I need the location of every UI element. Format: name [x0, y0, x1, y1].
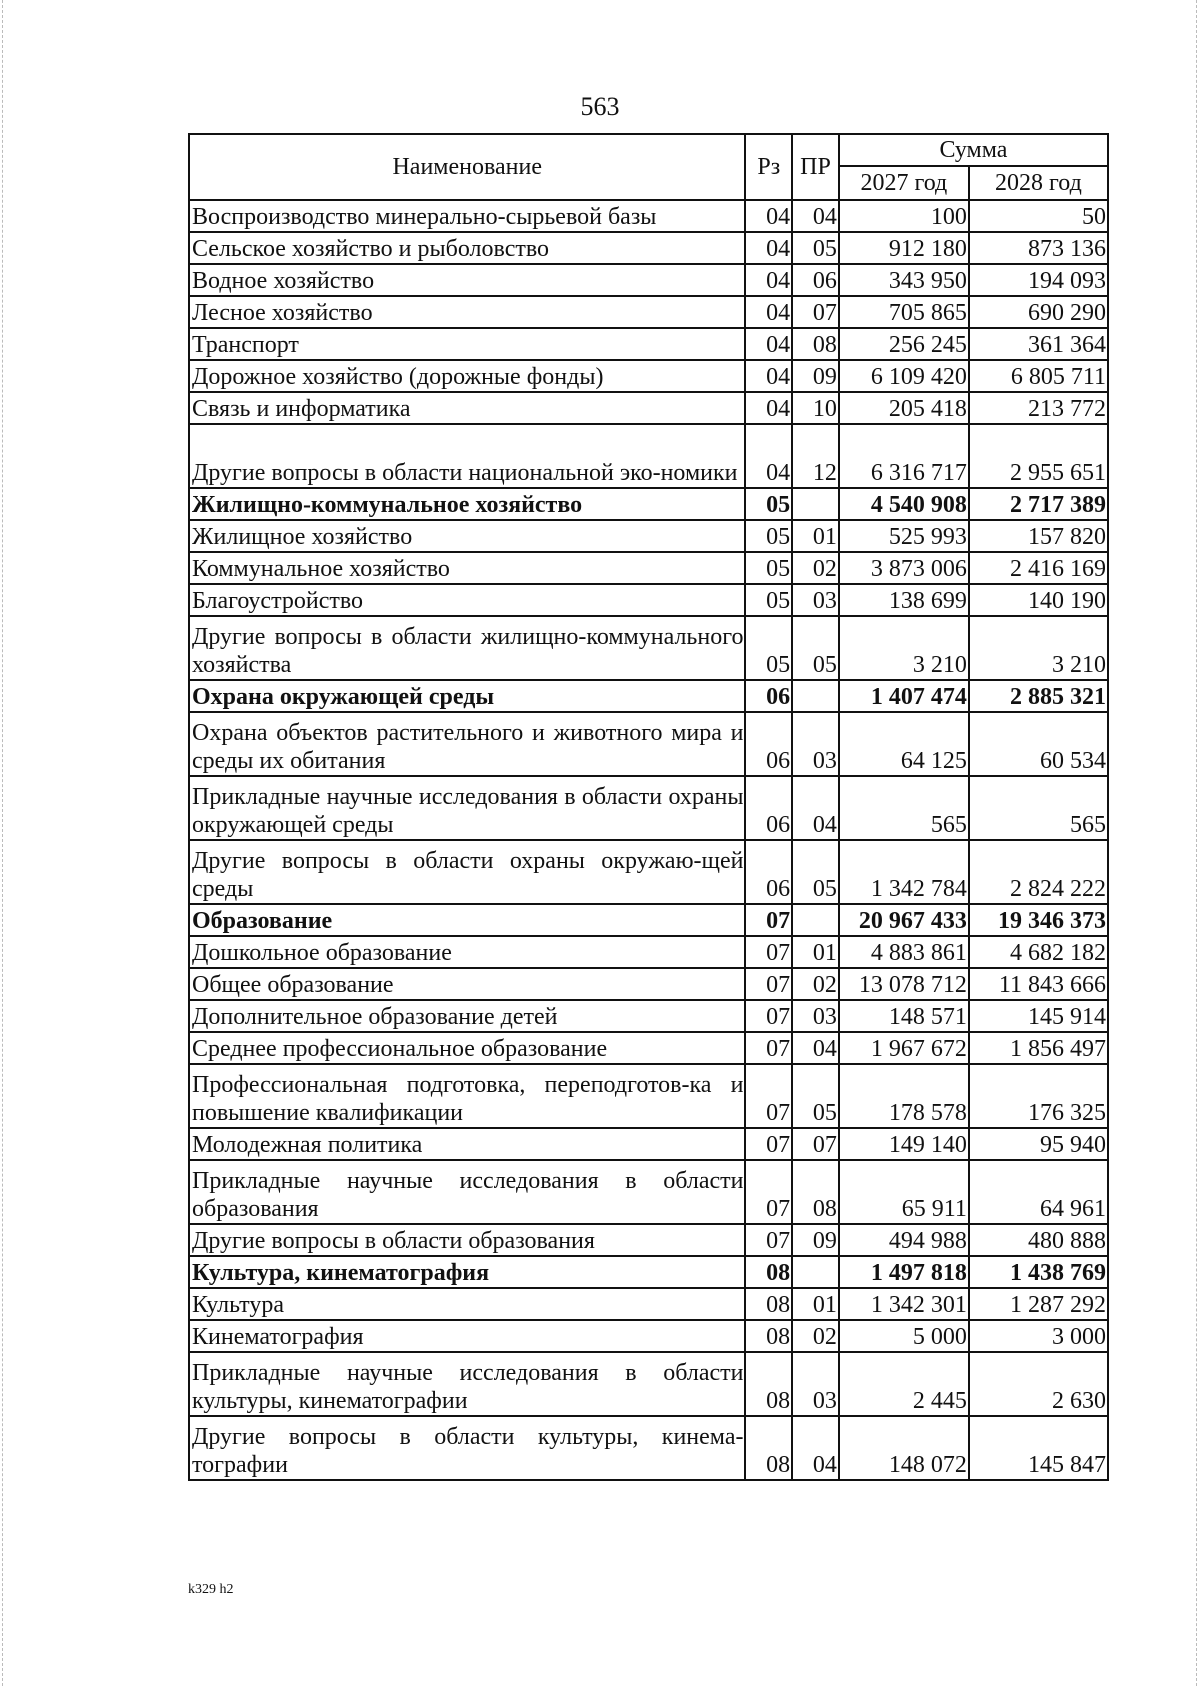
- row-2028-cell: 50: [969, 200, 1108, 232]
- header-year-2027: 2027 год: [839, 166, 969, 200]
- row-name-cell: Лесное хозяйство: [189, 296, 745, 328]
- row-name-cell: Среднее профессиональное образование: [189, 1032, 745, 1064]
- section-row: [189, 1256, 1108, 1288]
- row-2028-cell: 213 772: [969, 392, 1108, 424]
- row-2027-cell: 6 109 420: [839, 360, 969, 392]
- row-2028-cell: 6 805 711: [969, 360, 1108, 392]
- row-name-cell: Другие вопросы в области образования: [189, 1224, 745, 1256]
- row-rz-cell: 05: [745, 552, 792, 584]
- row-2028-cell: 565: [969, 776, 1108, 840]
- table-row: [189, 1064, 1108, 1128]
- table-row: [189, 264, 1108, 296]
- row-name-cell: Дошкольное образование: [189, 936, 745, 968]
- table-row: [189, 392, 1108, 424]
- table-row: [189, 936, 1108, 968]
- row-2028-cell: 95 940: [969, 1128, 1108, 1160]
- row-2027-cell: 256 245: [839, 328, 969, 360]
- row-pr-cell: 03: [792, 1000, 839, 1032]
- row-rz-cell: 04: [745, 328, 792, 360]
- row-rz-cell: 06: [745, 840, 792, 904]
- row-name-cell: Другие вопросы в области культуры, кинема-тографии: [189, 1416, 745, 1480]
- table-body: [189, 200, 1108, 1480]
- row-rz-cell: 04: [745, 424, 792, 488]
- row-2028-cell: 145 914: [969, 1000, 1108, 1032]
- table-row: [189, 1000, 1108, 1032]
- table-row: [189, 1320, 1108, 1352]
- row-2027-cell: 148 072: [839, 1416, 969, 1480]
- row-name-cell: Сельское хозяйство и рыболовство: [189, 232, 745, 264]
- row-rz-cell: 08: [745, 1256, 792, 1288]
- row-pr-cell: 03: [792, 712, 839, 776]
- row-2028-cell: 690 290: [969, 296, 1108, 328]
- row-pr-cell: 04: [792, 776, 839, 840]
- row-2027-cell: 1 342 301: [839, 1288, 969, 1320]
- row-2027-cell: 1 967 672: [839, 1032, 969, 1064]
- row-2028-cell: 3 000: [969, 1320, 1108, 1352]
- row-2027-cell: 205 418: [839, 392, 969, 424]
- row-2028-cell: 2 824 222: [969, 840, 1108, 904]
- row-pr-cell: 01: [792, 520, 839, 552]
- row-name-cell: Охрана объектов растительного и животного мира и среды их обитания: [189, 712, 745, 776]
- row-2027-cell: 494 988: [839, 1224, 969, 1256]
- row-name-cell: Прикладные научные исследования в области охраны окружающей среды: [189, 776, 745, 840]
- row-name-cell: Воспроизводство минерально-сырьевой базы: [189, 200, 745, 232]
- right-margin-line: [1196, 0, 1197, 1686]
- row-rz-cell: 07: [745, 1064, 792, 1128]
- row-pr-cell: 02: [792, 968, 839, 1000]
- row-pr-cell: 04: [792, 1032, 839, 1064]
- row-rz-cell: 07: [745, 1000, 792, 1032]
- row-2028-cell: 1 287 292: [969, 1288, 1108, 1320]
- row-name-cell: Связь и информатика: [189, 392, 745, 424]
- row-2028-cell: 3 210: [969, 616, 1108, 680]
- row-rz-cell: 04: [745, 200, 792, 232]
- row-pr-cell: 08: [792, 1160, 839, 1224]
- row-2027-cell: 5 000: [839, 1320, 969, 1352]
- row-pr-cell: 04: [792, 200, 839, 232]
- row-2028-cell: 19 346 373: [969, 904, 1108, 936]
- row-pr-cell: 06: [792, 264, 839, 296]
- row-2027-cell: 178 578: [839, 1064, 969, 1128]
- row-2028-cell: 140 190: [969, 584, 1108, 616]
- row-2028-cell: 1 438 769: [969, 1256, 1108, 1288]
- table-row: [189, 1416, 1108, 1480]
- row-2028-cell: 64 961: [969, 1160, 1108, 1224]
- row-2027-cell: 138 699: [839, 584, 969, 616]
- table-header: [189, 134, 1108, 200]
- table-row: [189, 1224, 1108, 1256]
- row-rz-cell: 07: [745, 1160, 792, 1224]
- table-row: [189, 840, 1108, 904]
- row-2027-cell: 3 210: [839, 616, 969, 680]
- row-2027-cell: 148 571: [839, 1000, 969, 1032]
- row-rz-cell: 04: [745, 360, 792, 392]
- table-row: [189, 552, 1108, 584]
- row-pr-cell: 05: [792, 840, 839, 904]
- section-row: [189, 680, 1108, 712]
- row-rz-cell: 08: [745, 1288, 792, 1320]
- table-row: [189, 360, 1108, 392]
- table-row: [189, 232, 1108, 264]
- row-pr-cell: [792, 680, 839, 712]
- row-pr-cell: 02: [792, 1320, 839, 1352]
- row-2028-cell: 2 955 651: [969, 424, 1108, 488]
- row-2028-cell: 1 856 497: [969, 1032, 1108, 1064]
- row-name-cell: Молодежная политика: [189, 1128, 745, 1160]
- row-2028-cell: 873 136: [969, 232, 1108, 264]
- row-pr-cell: 05: [792, 232, 839, 264]
- row-pr-cell: 07: [792, 296, 839, 328]
- row-rz-cell: 06: [745, 776, 792, 840]
- row-2027-cell: 1 407 474: [839, 680, 969, 712]
- row-pr-cell: [792, 1256, 839, 1288]
- row-rz-cell: 07: [745, 1032, 792, 1064]
- row-2027-cell: 6 316 717: [839, 424, 969, 488]
- budget-table: [188, 133, 1109, 1481]
- table-row: [189, 1160, 1108, 1224]
- row-name-cell: Профессиональная подготовка, переподготов-ка и повышение квалификации: [189, 1064, 745, 1128]
- row-pr-cell: 02: [792, 552, 839, 584]
- row-2027-cell: 525 993: [839, 520, 969, 552]
- row-2027-cell: 64 125: [839, 712, 969, 776]
- row-2028-cell: 4 682 182: [969, 936, 1108, 968]
- row-rz-cell: 06: [745, 712, 792, 776]
- row-rz-cell: 07: [745, 936, 792, 968]
- table-row: [189, 424, 1108, 488]
- row-rz-cell: 07: [745, 1128, 792, 1160]
- row-2028-cell: 2 885 321: [969, 680, 1108, 712]
- row-2028-cell: 145 847: [969, 1416, 1108, 1480]
- row-name-cell: Транспорт: [189, 328, 745, 360]
- row-name-cell: Культура, кинематография: [189, 1256, 745, 1288]
- row-name-cell: Водное хозяйство: [189, 264, 745, 296]
- section-row: [189, 488, 1108, 520]
- table-row: [189, 1032, 1108, 1064]
- table-row: [189, 712, 1108, 776]
- row-pr-cell: 05: [792, 616, 839, 680]
- row-rz-cell: 04: [745, 264, 792, 296]
- row-rz-cell: 06: [745, 680, 792, 712]
- row-2028-cell: 11 843 666: [969, 968, 1108, 1000]
- row-pr-cell: 10: [792, 392, 839, 424]
- row-2028-cell: 2 630: [969, 1352, 1108, 1416]
- row-pr-cell: 03: [792, 1352, 839, 1416]
- row-2027-cell: 4 883 861: [839, 936, 969, 968]
- row-2028-cell: 2 416 169: [969, 552, 1108, 584]
- row-2027-cell: 149 140: [839, 1128, 969, 1160]
- row-2027-cell: 3 873 006: [839, 552, 969, 584]
- row-name-cell: Прикладные научные исследования в области образования: [189, 1160, 745, 1224]
- row-pr-cell: 05: [792, 1064, 839, 1128]
- row-2027-cell: 705 865: [839, 296, 969, 328]
- header-year-2028: 2028 год: [969, 166, 1108, 200]
- row-name-cell: Другие вопросы в области национальной эко-номики: [189, 424, 745, 488]
- row-pr-cell: 03: [792, 584, 839, 616]
- row-name-cell: Благоустройство: [189, 584, 745, 616]
- row-name-cell: Культура: [189, 1288, 745, 1320]
- table-row: [189, 296, 1108, 328]
- row-2028-cell: 2 717 389: [969, 488, 1108, 520]
- row-pr-cell: 04: [792, 1416, 839, 1480]
- row-2027-cell: 20 967 433: [839, 904, 969, 936]
- left-margin-line: [2, 0, 3, 1686]
- table-row: [189, 968, 1108, 1000]
- table-row: [189, 520, 1108, 552]
- row-name-cell: Прикладные научные исследования в области культуры, кинематографии: [189, 1352, 745, 1416]
- row-pr-cell: 12: [792, 424, 839, 488]
- row-2028-cell: 176 325: [969, 1064, 1108, 1128]
- header-rz: Рз: [745, 134, 792, 200]
- row-name-cell: Кинематография: [189, 1320, 745, 1352]
- table-row: [189, 1128, 1108, 1160]
- row-2027-cell: 100: [839, 200, 969, 232]
- row-name-cell: Другие вопросы в области охраны окружаю-щей среды: [189, 840, 745, 904]
- row-name-cell: Дорожное хозяйство (дорожные фонды): [189, 360, 745, 392]
- page-number: 563: [580, 92, 620, 121]
- row-2028-cell: 480 888: [969, 1224, 1108, 1256]
- row-2027-cell: 565: [839, 776, 969, 840]
- row-2027-cell: 65 911: [839, 1160, 969, 1224]
- row-rz-cell: 05: [745, 616, 792, 680]
- row-2027-cell: 13 078 712: [839, 968, 969, 1000]
- row-rz-cell: 08: [745, 1352, 792, 1416]
- row-2028-cell: 60 534: [969, 712, 1108, 776]
- row-2027-cell: 4 540 908: [839, 488, 969, 520]
- row-2028-cell: 194 093: [969, 264, 1108, 296]
- row-pr-cell: 07: [792, 1128, 839, 1160]
- row-name-cell: Образование: [189, 904, 745, 936]
- row-rz-cell: 08: [745, 1416, 792, 1480]
- row-rz-cell: 04: [745, 296, 792, 328]
- row-2028-cell: 361 364: [969, 328, 1108, 360]
- table-row: [189, 1352, 1108, 1416]
- row-rz-cell: 07: [745, 904, 792, 936]
- row-pr-cell: [792, 904, 839, 936]
- header-name: Наименование: [189, 134, 745, 200]
- row-pr-cell: 09: [792, 360, 839, 392]
- row-name-cell: Жилищно-коммунальное хозяйство: [189, 488, 745, 520]
- row-rz-cell: 05: [745, 520, 792, 552]
- row-2027-cell: 1 497 818: [839, 1256, 969, 1288]
- row-name-cell: Коммунальное хозяйство: [189, 552, 745, 584]
- section-row: [189, 904, 1108, 936]
- row-rz-cell: 05: [745, 584, 792, 616]
- table-row: [189, 328, 1108, 360]
- row-rz-cell: 07: [745, 968, 792, 1000]
- row-pr-cell: 01: [792, 936, 839, 968]
- row-name-cell: Общее образование: [189, 968, 745, 1000]
- row-pr-cell: 08: [792, 328, 839, 360]
- row-rz-cell: 04: [745, 232, 792, 264]
- row-rz-cell: 04: [745, 392, 792, 424]
- table-row: [189, 776, 1108, 840]
- table-row: [189, 616, 1108, 680]
- row-name-cell: Дополнительное образование детей: [189, 1000, 745, 1032]
- row-name-cell: Другие вопросы в области жилищно-коммунального хозяйства: [189, 616, 745, 680]
- row-2027-cell: 2 445: [839, 1352, 969, 1416]
- row-pr-cell: [792, 488, 839, 520]
- header-pr: ПР: [792, 134, 839, 200]
- row-name-cell: Жилищное хозяйство: [189, 520, 745, 552]
- table-row: [189, 200, 1108, 232]
- row-2027-cell: 343 950: [839, 264, 969, 296]
- table-row: [189, 1288, 1108, 1320]
- row-pr-cell: 01: [792, 1288, 839, 1320]
- row-pr-cell: 09: [792, 1224, 839, 1256]
- row-2027-cell: 1 342 784: [839, 840, 969, 904]
- row-2028-cell: 157 820: [969, 520, 1108, 552]
- table-row: [189, 584, 1108, 616]
- row-rz-cell: 08: [745, 1320, 792, 1352]
- row-name-cell: Охрана окружающей среды: [189, 680, 745, 712]
- header-sum: Сумма: [839, 134, 1108, 166]
- row-rz-cell: 05: [745, 488, 792, 520]
- footer-code: k329 h2: [188, 1582, 234, 1597]
- row-rz-cell: 07: [745, 1224, 792, 1256]
- row-2027-cell: 912 180: [839, 232, 969, 264]
